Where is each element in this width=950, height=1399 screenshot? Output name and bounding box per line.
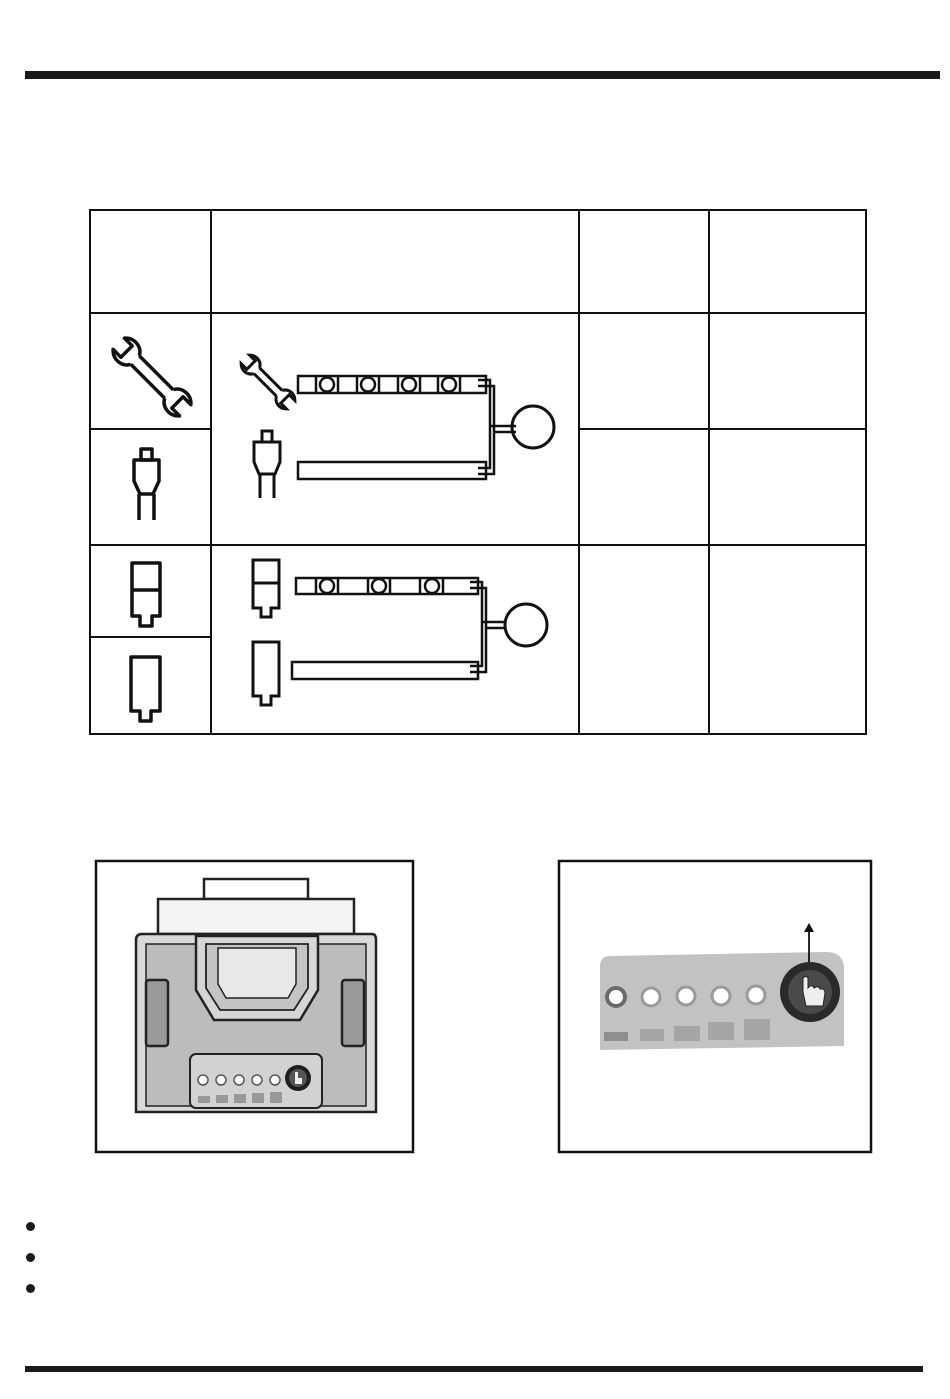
battery-empty-icon: [131, 657, 160, 721]
battery-pack-test-button: [285, 1065, 311, 1091]
bottom-rule: [25, 1366, 923, 1372]
bracket-connector: [470, 582, 506, 672]
result-circle: [512, 406, 554, 448]
plug-icon: [254, 431, 280, 498]
result-circle: [505, 604, 547, 646]
specification-table: [90, 210, 866, 734]
plain-bar: [292, 662, 478, 679]
plug-icon: [134, 449, 159, 520]
bullet-icon: [26, 1222, 35, 1231]
connection-diagram-battery: [253, 560, 547, 705]
plain-bar: [298, 462, 486, 479]
battery-half-icon: [253, 560, 279, 617]
bar-segments: [316, 376, 460, 393]
list-item: [26, 1214, 526, 1245]
bar-segments: [316, 578, 443, 594]
list-item: [26, 1245, 526, 1276]
table-border: [90, 210, 866, 734]
connection-diagram-tool: [239, 353, 554, 498]
battery-empty-icon: [253, 642, 279, 705]
wrench-icon: [110, 335, 195, 420]
bullet-list: [26, 1214, 526, 1307]
wrench-icon: [239, 353, 297, 411]
list-item: [26, 1276, 526, 1307]
bullet-icon: [26, 1284, 35, 1293]
hand-press-button-icon: [780, 962, 840, 1022]
bullet-icon: [26, 1253, 35, 1262]
battery-half-icon: [132, 563, 160, 626]
